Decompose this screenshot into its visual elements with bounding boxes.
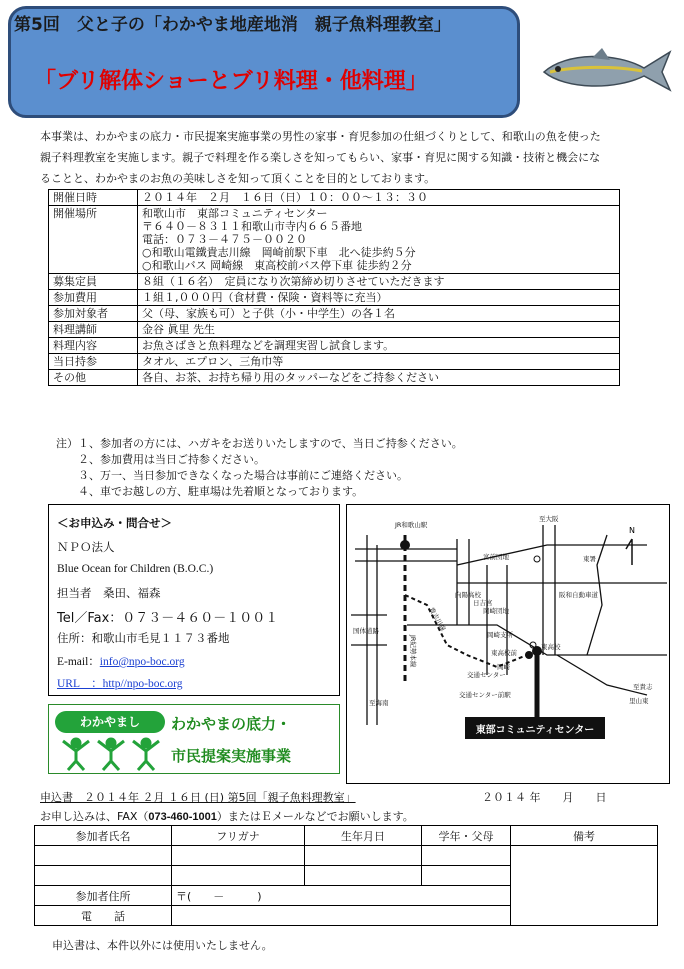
phone-cell[interactable] xyxy=(172,906,511,926)
grade-cell[interactable] xyxy=(422,866,511,886)
map-north: N xyxy=(629,526,635,535)
name-cell[interactable] xyxy=(35,866,172,886)
remarks-cell[interactable] xyxy=(511,846,658,926)
table-row xyxy=(49,322,620,338)
map-label: JR和歌山駅 xyxy=(395,521,428,529)
url-link[interactable]: http//npo-boc.org xyxy=(102,678,183,690)
info-value: 父（母、家族も可）と子供（小・中学生）の各１名 xyxy=(138,306,620,322)
logo-line1: わかやまの底力・ xyxy=(171,715,292,733)
table-row xyxy=(49,206,620,274)
info-value: お魚さばきと魚料理などを調理実習し試食します。 xyxy=(138,338,620,354)
birthdate-cell[interactable] xyxy=(305,846,422,866)
col-header: 学年・父母 xyxy=(422,826,511,846)
info-label: 料理講師 xyxy=(49,322,138,338)
application-date: ２０１４ 年 月 日 xyxy=(482,791,607,804)
application-heading-text: 申込書 ２０１４年 ２月 １６日 (日) 第5回「親子魚料理教室」 xyxy=(40,791,356,804)
col-header: 生年月日 xyxy=(305,826,422,846)
map-label: 宮前団地 xyxy=(483,553,509,561)
note-item: 注）１、参加者の方には、ハガキをお送りいたしますので、当日ご持参ください。 xyxy=(56,437,463,450)
fax-number: 073-460-1001 xyxy=(148,811,217,823)
application-heading xyxy=(40,789,356,805)
info-value: 各自、お茶、お持ち帰り用のタッパーなどをご持参ください xyxy=(138,370,620,386)
email-link[interactable]: info@npo-boc.org xyxy=(99,656,185,668)
col-header: フリガナ xyxy=(172,826,305,846)
project-logo xyxy=(48,704,340,774)
table-row xyxy=(49,306,620,322)
yellowtail-fish-icon xyxy=(536,40,676,100)
map-label: 里山東 xyxy=(629,697,649,705)
info-value: タオル、エプロン、三角巾等 xyxy=(138,354,620,370)
banner-title: 第5回 父と子の「わかやま地産地消 親子魚料理教室」 xyxy=(14,15,451,35)
info-label: 開催場所 xyxy=(49,206,138,274)
info-label: 料理内容 xyxy=(49,338,138,354)
furigana-cell[interactable] xyxy=(172,866,305,886)
address-cell[interactable]: 〒( － ) xyxy=(172,886,511,906)
info-label: 募集定員 xyxy=(49,274,138,290)
phone-label: 電 話 xyxy=(35,906,172,926)
venue-access-train: ○和歌山電鐵貴志川線 岡崎前駅下車 北へ徒歩約５分 xyxy=(142,246,416,259)
map-label: 岡崎支所 xyxy=(487,631,513,639)
map-label: 至貴志 xyxy=(633,683,653,691)
info-label: 参加費用 xyxy=(49,290,138,306)
logo-badge: わかやまし xyxy=(55,711,165,733)
note-suffix: ）またはＥメールなどでお願いします。 xyxy=(216,810,414,823)
intro-line: 本事業は、わかやまの底力・市民提案実施事業の男性の家事・育児参加の仕組づくりとして、和歌山の魚を使った xyxy=(40,130,601,143)
map-label: 岡崎 xyxy=(497,663,510,671)
table-row xyxy=(49,338,620,354)
map-drawing xyxy=(347,505,669,783)
map-label: 岡崎団地 xyxy=(483,607,509,615)
table-row xyxy=(49,190,620,206)
people-icon xyxy=(59,737,163,771)
map-label: 阪和自動車道 xyxy=(559,591,598,599)
note-item: ３、万一、当日参加できなくなった場合は事前にご連絡ください。 xyxy=(56,469,408,482)
map-label: 貴志川線 xyxy=(427,606,448,633)
venue-phone: 電話：０７３－４７５－００２０ xyxy=(142,233,307,246)
venue-address: 〒６４０－８３１１和歌山市寺内６６５番地 xyxy=(142,220,362,233)
intro-line: 親子料理教室を実施します。親子で料理を作る楽しさを知ってもらい、家事・育児に関する知識・技術と機会にな xyxy=(40,151,601,164)
col-header: 備考 xyxy=(511,826,658,846)
venue-access-bus: ○和歌山バス 岡崎線 東高校前バス停下車 徒歩約２分 xyxy=(142,259,412,272)
map-label: JR紀勢本線 xyxy=(409,635,417,668)
logo-line2: 市民提案実施事業 xyxy=(171,747,292,765)
contact-box xyxy=(48,504,340,696)
info-value: 金谷 眞里 先生 xyxy=(138,322,620,338)
map-label: 日吉宮 xyxy=(473,599,493,607)
map-label: 東署 xyxy=(583,555,596,563)
note-item: ２、参加費用は当日ご持参ください。 xyxy=(56,453,265,466)
note-prefix: お申し込みは、FAX（ xyxy=(40,810,149,823)
intro-text xyxy=(40,126,662,189)
info-label: その他 xyxy=(49,370,138,386)
contact-person: 担当者 桑田、福森 xyxy=(57,586,161,600)
url-label[interactable]: URL ： xyxy=(57,678,103,690)
map-center-label: 東部コミュニティセンター xyxy=(475,725,595,736)
contact-org-name: Blue Ocean for Children (B.O.C.) xyxy=(57,563,214,575)
map-label: 至大阪 xyxy=(539,515,559,523)
banner-subtitle: 「ブリ解体ショーとブリ料理・他料理」 xyxy=(34,69,428,94)
map-label: 東高校前 xyxy=(491,649,517,657)
contact-url-row xyxy=(57,675,183,691)
footer-note: 申込書は、本件以外には使用いたしません。 xyxy=(52,939,273,952)
map-label: 向陽高校 xyxy=(455,591,481,599)
birthdate-cell[interactable] xyxy=(305,866,422,886)
contact-tel: Tel／Fax：０７３－４６０－１００１ xyxy=(57,611,279,626)
map-label: 至海南 xyxy=(369,699,389,707)
application-form xyxy=(34,825,658,926)
application-note xyxy=(40,808,414,824)
table-row xyxy=(49,274,620,290)
email-label: E-mail： xyxy=(57,656,100,668)
note-item: ４、車でお越しの方、駐車場は先着順となっております。 xyxy=(56,485,364,498)
access-map xyxy=(346,504,670,784)
table-row xyxy=(49,290,620,306)
grade-cell[interactable] xyxy=(422,846,511,866)
info-value: ８組（１６名） 定員になり次第締め切りさせていただきます xyxy=(138,274,620,290)
info-value: ２０１４年 ２月 １６日（日）１０：００～１３：３０ xyxy=(138,190,620,206)
info-value: １組１,０００円（食材費・保険・資料等に充当） xyxy=(138,290,620,306)
map-label: 東高校 xyxy=(541,643,561,651)
notes xyxy=(56,436,463,500)
info-label: 参加対象者 xyxy=(49,306,138,322)
contact-email-row xyxy=(57,653,185,669)
table-row xyxy=(49,354,620,370)
map-label: 交通センター前駅 xyxy=(459,691,511,699)
furigana-cell[interactable] xyxy=(172,846,305,866)
event-info-table xyxy=(48,189,620,386)
col-header: 参加者氏名 xyxy=(35,826,172,846)
info-label: 開催日時 xyxy=(49,190,138,206)
map-label: 国体道路 xyxy=(353,627,379,635)
contact-heading: ＜お申込み・問合せ＞ xyxy=(57,516,172,530)
intro-line: ることと、わかやまのお魚の美味しさを知って頂くことを目的としております。 xyxy=(40,172,436,185)
name-cell[interactable] xyxy=(35,846,172,866)
table-row xyxy=(35,846,658,866)
contact-org-type: ＮＰＯ法人 xyxy=(57,540,115,554)
contact-address: 住所：和歌山市毛見１１７３番地 xyxy=(57,631,230,645)
map-label: 交通センター xyxy=(467,671,506,679)
table-row xyxy=(49,370,620,386)
table-header-row xyxy=(35,826,658,846)
venue-name: 和歌山市 東部コミュニティセンター xyxy=(142,207,328,220)
address-label: 参加者住所 xyxy=(35,886,172,906)
info-label: 当日持参 xyxy=(49,354,138,370)
info-value xyxy=(138,206,620,274)
